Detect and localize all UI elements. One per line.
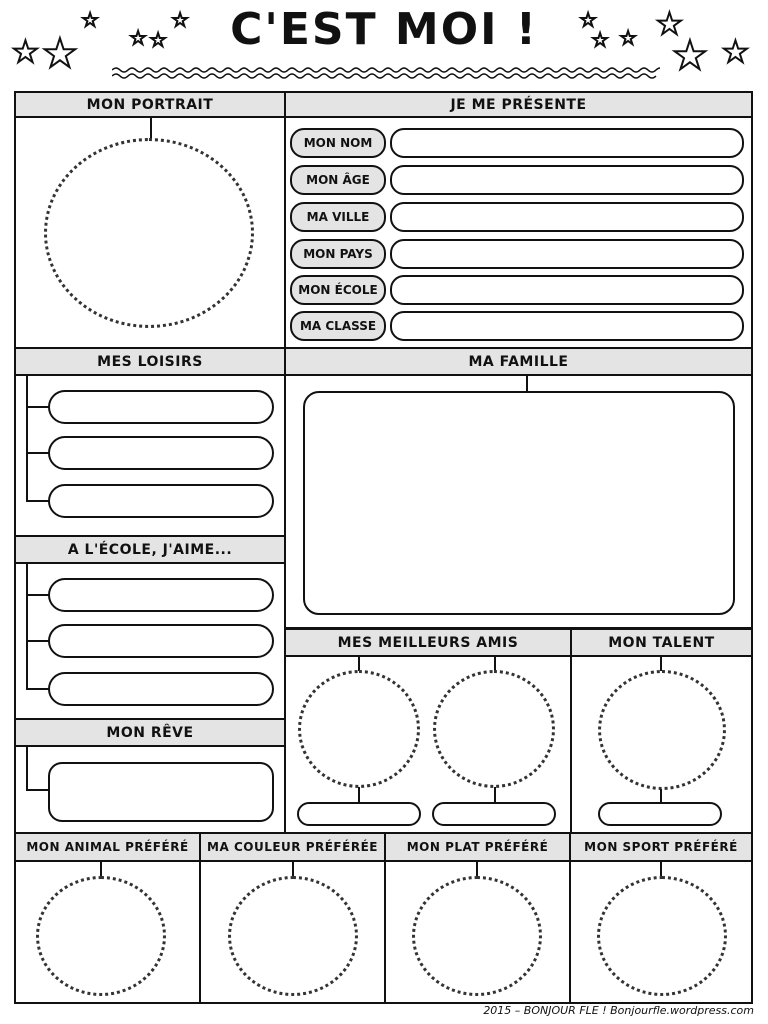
star-icon: ★ [620,28,637,49]
connector-line [26,688,50,690]
field-label: MA VILLE [290,202,386,232]
ecole-field-3[interactable] [48,672,274,706]
loisirs-header: MES LOISIRS [14,347,286,376]
connector-line [26,376,28,500]
loisir-field-2[interactable] [48,436,274,470]
star-icon: ★ [82,10,99,31]
connector-line [26,594,50,596]
class-field[interactable] [390,311,744,341]
amis-header: MES MEILLEURS AMIS [284,628,572,657]
presente-header: JE ME PRÉSENTE [284,91,753,118]
star-icon: ★ [42,31,78,77]
connector-line [494,657,496,671]
reve-header: MON RÊVE [14,718,286,747]
portrait-header: MON PORTRAIT [14,91,286,118]
animal-circle[interactable] [36,876,166,996]
talent-header: MON TALENT [570,628,753,657]
city-field[interactable] [390,202,744,232]
connector-line [26,500,50,502]
connector-line [100,862,102,876]
star-icon: ★ [656,7,683,42]
ami-circle-1[interactable] [298,670,420,788]
wavy-underline [112,66,660,80]
star-icon: ★ [130,28,147,49]
star-icon: ★ [672,33,708,79]
ami-name-field-2[interactable] [432,802,556,826]
footer-credit: 2015 – BONJOUR FLE ! Bonjourfle.wordpress.com [483,1004,754,1017]
connector-line [660,789,662,803]
star-icon: ★ [172,10,189,31]
connector-line [476,862,478,876]
portrait-circle[interactable] [44,138,254,328]
famille-header: MA FAMILLE [284,347,753,376]
plat-circle[interactable] [412,876,542,996]
connector-line [292,862,294,876]
field-label: MON ÂGE [290,165,386,195]
connector-line [26,747,28,791]
couleur-header: MA COULEUR PRÉFÉRÉE [199,832,386,862]
star-icon: ★ [150,30,167,51]
connector-line [358,787,360,803]
connector-line [150,117,152,139]
connector-line [358,657,360,671]
connector-line [660,657,662,671]
famille-box[interactable] [303,391,735,615]
animal-header: MON ANIMAL PRÉFÉRÉ [14,832,201,862]
connector-line [26,789,50,791]
ecole-field-1[interactable] [48,578,274,612]
loisir-field-3[interactable] [48,484,274,518]
ami-circle-2[interactable] [433,670,555,788]
star-icon: ★ [722,35,749,70]
star-icon: ★ [592,30,609,51]
name-field[interactable] [390,128,744,158]
couleur-circle[interactable] [228,876,358,996]
connector-line [660,862,662,876]
connector-line [26,406,50,408]
field-label: MA CLASSE [290,311,386,341]
reve-field[interactable] [48,762,274,822]
sport-header: MON SPORT PRÉFÉRÉ [569,832,753,862]
connector-line [26,564,28,688]
sport-circle[interactable] [597,876,727,996]
plat-header: MON PLAT PRÉFÉRÉ [384,832,571,862]
connector-line [26,452,50,454]
loisir-field-1[interactable] [48,390,274,424]
star-icon: ★ [12,35,39,70]
connector-line [494,787,496,803]
field-label: MON PAYS [290,239,386,269]
field-label: MON ÉCOLE [290,275,386,305]
age-field[interactable] [390,165,744,195]
field-label: MON NOM [290,128,386,158]
talent-circle[interactable] [598,670,726,790]
ami-name-field-1[interactable] [297,802,421,826]
country-field[interactable] [390,239,744,269]
school-field[interactable] [390,275,744,305]
page-title: C'EST MOI ! [230,4,538,55]
star-icon: ★ [580,10,597,31]
connector-line [26,640,50,642]
talent-field[interactable] [598,802,722,826]
ecole-field-2[interactable] [48,624,274,658]
ecole-header: A L'ÉCOLE, J'AIME... [14,535,286,564]
connector-line [526,376,528,392]
